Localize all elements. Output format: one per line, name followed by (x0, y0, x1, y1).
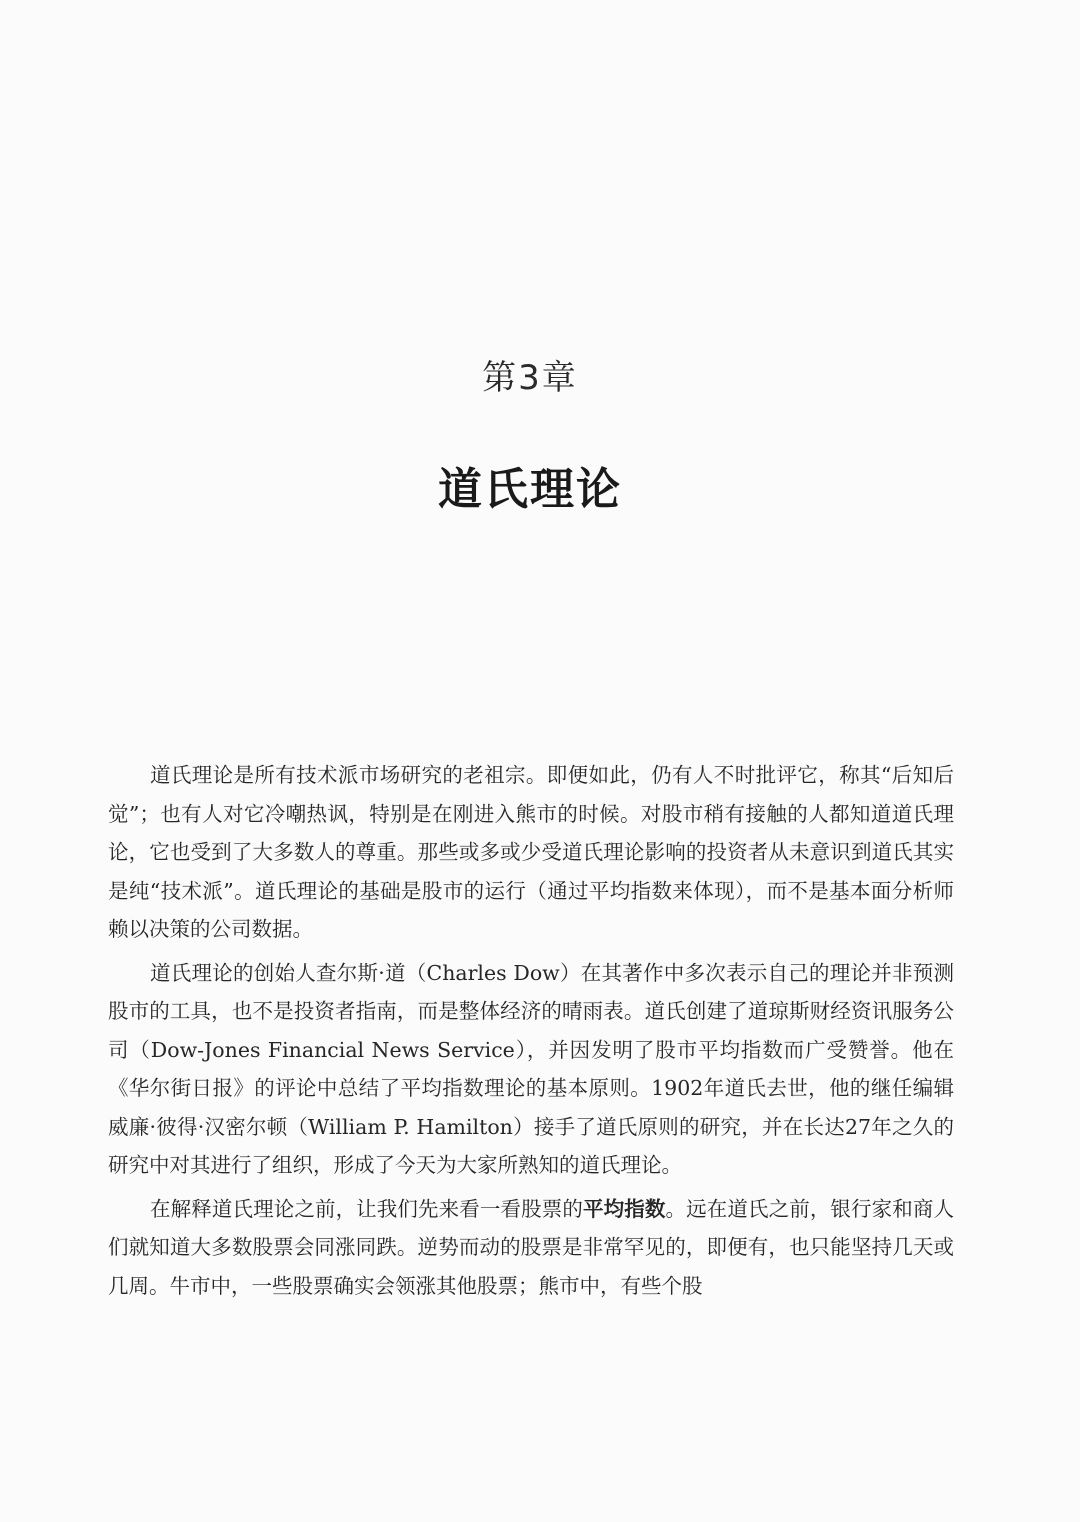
paragraph-3-after: 。远在道氏之前，银行家和商人们就知道大多数股票会同涨同跌。逆势而动的股票是非常罕见的，即便有，也只能坚持几天或几周。牛市中，一些股票确实会领涨其他股票；熊市中，有些个股 (108, 1196, 955, 1298)
chapter-title: 道氏理论 (438, 464, 622, 515)
paragraph-2: 道氏理论的创始人查尔斯·道（Charles Dow）在其著作中多次表示自己的理论并非预测股市的工具，也不是投资者指南，而是整体经济的晴雨表。道氏创建了道琼斯财经资讯服务公司（Dow-Jones Financial News Service），并因发明了股市平均指数而广受赞誉。他在《华尔街日报》的评论中总结了平均指数理论的基本原则。1902年道氏去世，他的继任编辑威廉·彼得·汉密尔顿（William P. Hamilton）接手了道氏原则的研究，并在长达27年之久的研究中对其进行了组织，形成了今天为大家所熟知的道氏理论。 (108, 960, 954, 1177)
emphasis-average-index: 平均指数 (583, 1196, 666, 1221)
chapter-number: 第3章 (482, 358, 578, 398)
paragraph-1: 道氏理论是所有技术派市场研究的老祖宗。即便如此，仍有人不时批评它，称其“后知后觉”；也有人对它冷嘲热讽，特别是在刚进入熊市的时候。对股市稍有接触的人都知道道氏理论，它也受到了大多数人的尊重。那些或多或少受道氏理论影响的投资者从未意识到道氏其实是纯“技术派”。道氏理论的基础是股市的运行（通过平均指数来体现），而不是基本面分析师赖以决策的公司数据。 (108, 763, 954, 941)
paragraph-3-before: 在解释道氏理论之前，让我们先来看一看股票的 (150, 1196, 583, 1221)
body-text (108, 756, 954, 1310)
paragraph-3 (108, 1190, 954, 1306)
